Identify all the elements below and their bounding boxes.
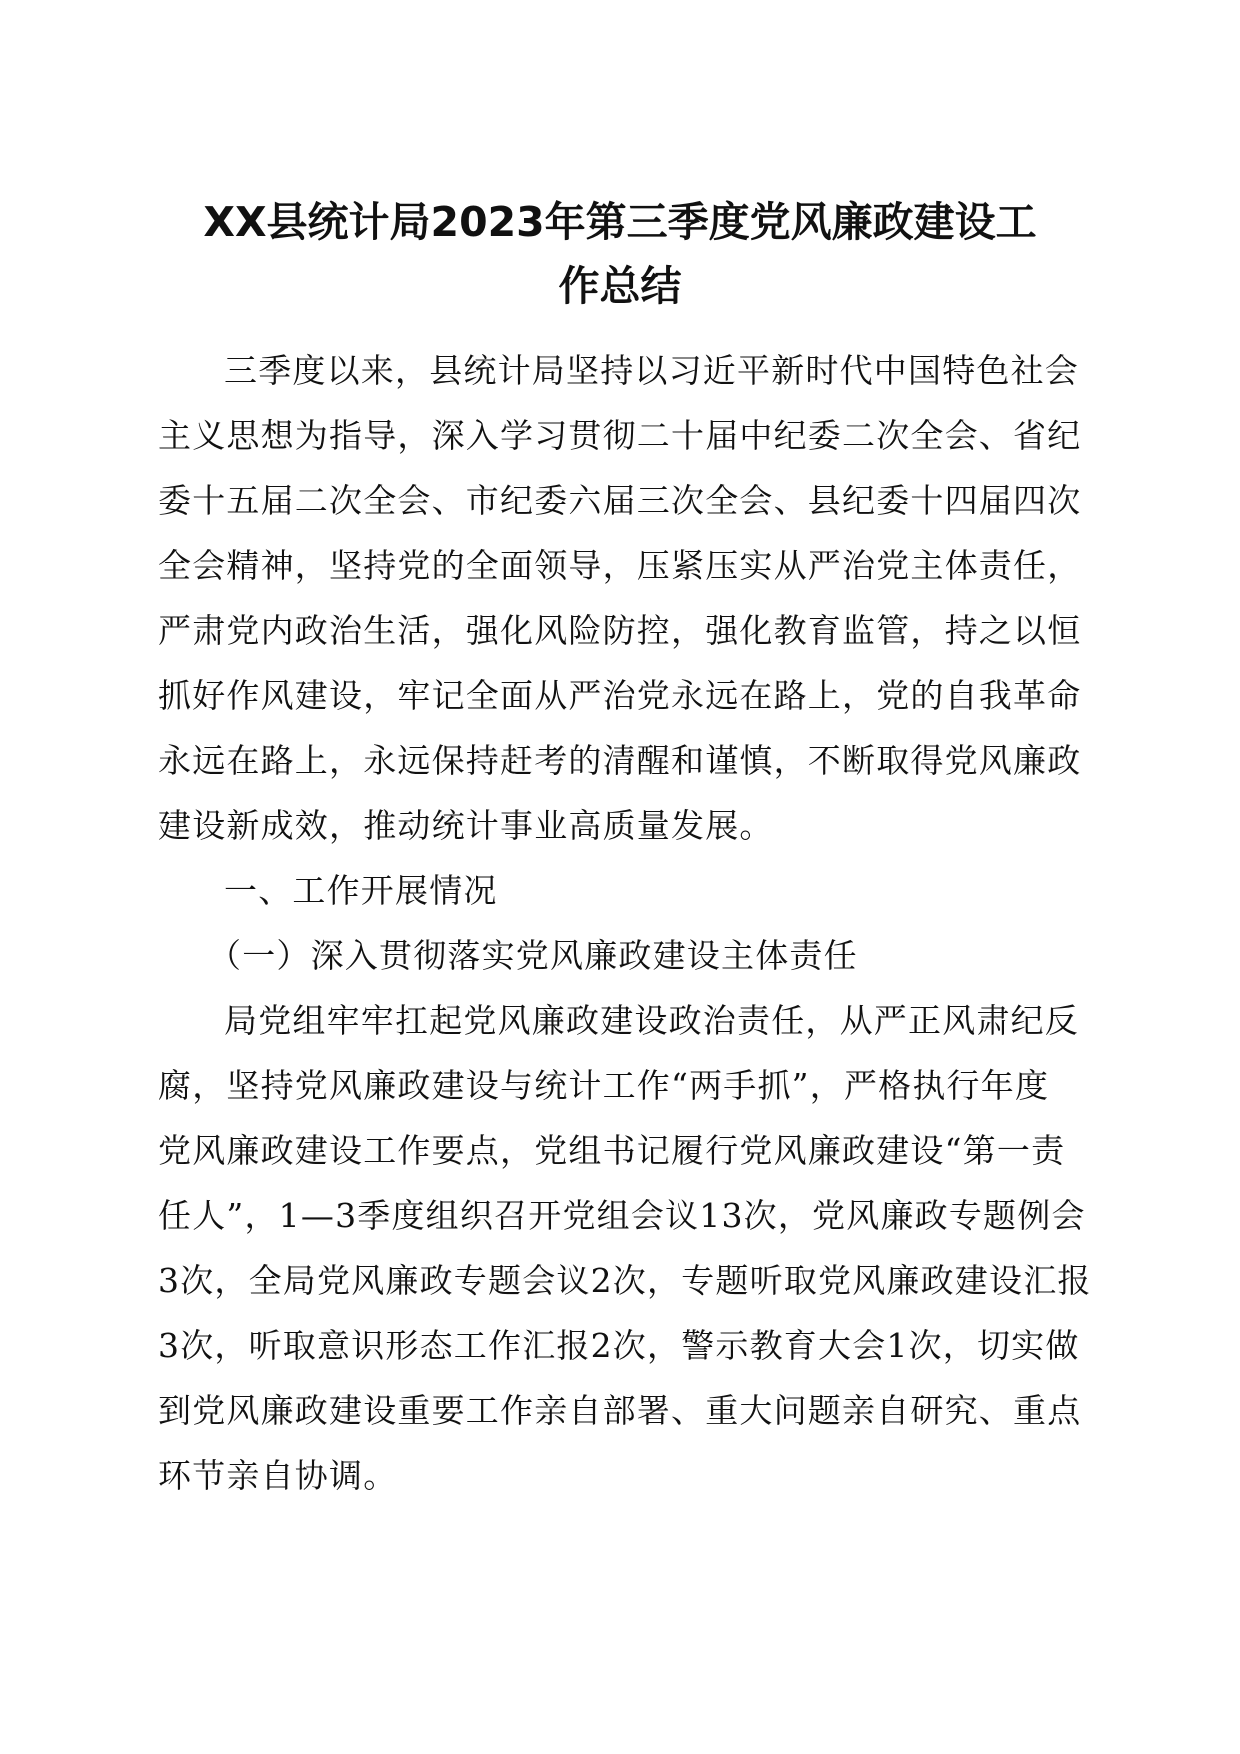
- title-line: 作总结: [558, 262, 682, 310]
- paragraph-line: 到党风廉政建设重要工作亲自部署、重大问题亲自研究、重点: [158, 1391, 1082, 1430]
- paragraph-line: 局党组牢牢扛起党风廉政建设政治责任，从严正风肃纪反: [224, 1001, 1079, 1040]
- paragraph-line: 党风廉政建设工作要点，党组书记履行党风廉政建设“第一责: [158, 1131, 1066, 1170]
- subsection-heading: （一）深入贯彻落实党风廉政建设主体责任: [208, 936, 858, 975]
- paragraph-line: 环节亲自协调。: [158, 1456, 398, 1495]
- body-paragraph: [158, 988, 1092, 1508]
- paragraph-line: 全会精神，坚持党的全面领导，压紧压实从严治党主体责任，: [158, 546, 1082, 585]
- paragraph-line: 3次，全局党风廉政专题会议2次，专题听取党风廉政建设汇报: [158, 1261, 1092, 1300]
- paragraph-line: 任人”，1—3季度组织召开党组会议13次，党风廉政专题例会: [158, 1196, 1086, 1235]
- intro-paragraph: [158, 338, 1082, 858]
- paragraph-line: 腐，坚持党风廉政建设与统计工作“两手抓”，严格执行年度: [158, 1066, 1050, 1105]
- paragraph-line: 三季度以来，县统计局坚持以习近平新时代中国特色社会: [224, 351, 1079, 390]
- paragraph-line: 建设新成效，推动统计事业高质量发展。: [158, 806, 774, 845]
- paragraph-line: 委十五届二次全会、市纪委六届三次全会、县纪委十四届四次: [158, 481, 1082, 520]
- paragraph-line: 主义思想为指导，深入学习贯彻二十届中纪委二次全会、省纪: [158, 416, 1082, 455]
- paragraph-line: 3次，听取意识形态工作汇报2次，警示教育大会1次，切实做: [158, 1326, 1080, 1365]
- document-title: [158, 190, 1082, 318]
- title-line: XX县统计局2023年第三季度党风廉政建设工: [203, 198, 1037, 246]
- paragraph-line: 抓好作风建设，牢记全面从严治党永远在路上，党的自我革命: [158, 676, 1082, 715]
- paragraph-line: 严肃党内政治生活，强化风险防控，强化教育监管，持之以恒: [158, 611, 1082, 650]
- paragraph-line: 永远在路上，永远保持赶考的清醒和谨慎，不断取得党风廉政: [158, 741, 1082, 780]
- section-heading: 一、工作开展情况: [224, 871, 498, 910]
- document-content: [158, 190, 1092, 1508]
